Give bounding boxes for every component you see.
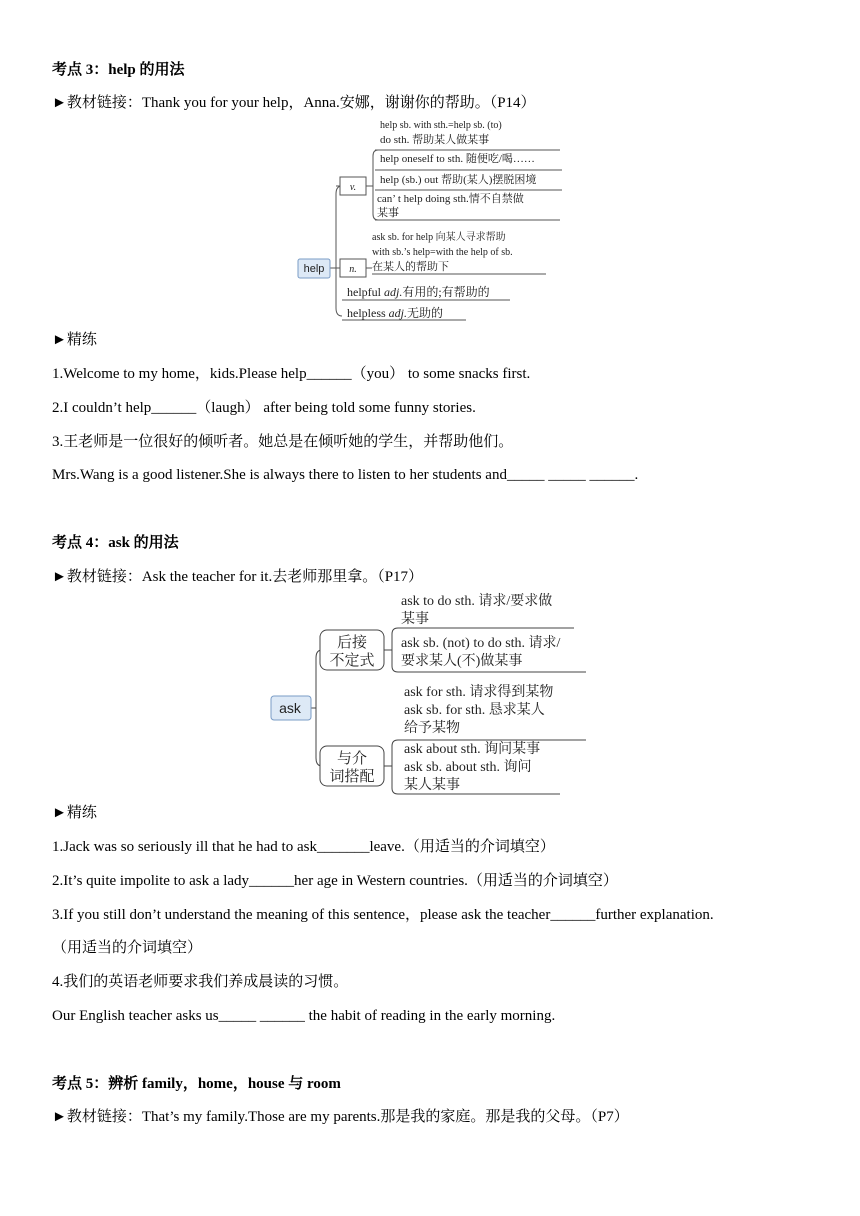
ask-b1-item-2a: ask sb. (not) to do sth. 请求/ [401, 636, 561, 651]
section3-question-3-cn: 3.王老师是一位很好的倾听者。她总是在倾听她的学生，并帮助他们。 [52, 434, 514, 450]
section4-textbook-link: ►教材链接：Ask the teacher for it.去老师那里拿。（P17） [52, 569, 424, 585]
help-v-item-3: help (sb.) out 帮助(某人)摆脱困境 [380, 174, 537, 186]
help-v-item-1b: do sth. 帮助某人做某事 [380, 134, 490, 146]
ask-b2-item-2c: 某人某事 [404, 778, 460, 793]
section4-question-3-line-1: 3.If you still don’t understand the meaning of this sentence，please ask the teacher______further explanation. [52, 907, 714, 923]
ask-b2-item-1b: ask sb. for sth. 恳求某人 [404, 703, 545, 718]
section3-practice-title: ►精练 [52, 332, 97, 348]
ask-b1-item-1b: 某事 [401, 612, 429, 627]
ask-mindmap [268, 588, 594, 800]
help-noun-label: n. [349, 264, 357, 275]
ask-b2-item-1c: 给予某物 [404, 721, 460, 736]
help-n-item-1: ask sb. for help 向某人寻求帮助 [372, 232, 506, 243]
section4-question-1: 1.Jack was so seriously ill that he had to ask_______leave.（用适当的介词填空） [52, 839, 555, 855]
ask-branch-1-line-1: 后接 [336, 635, 368, 651]
help-verb-label: v. [349, 182, 357, 193]
section5-textbook-link: ►教材链接：That’s my family.Those are my parents.那是我的家庭。那是我的父母。（P7） [52, 1109, 629, 1125]
section5-heading: 考点 5：辨析 family，home，house 与 room [52, 1076, 341, 1092]
section3-textbook-link: ►教材链接：Thank you for your help，Anna.安娜，谢谢你的帮助。（P14） [52, 95, 536, 111]
help-root-label: help [303, 263, 325, 275]
help-mindmap [290, 112, 580, 324]
ask-b2-item-2a: ask about sth. 询问某事 [404, 742, 541, 757]
section4-practice-title: ►精练 [52, 805, 97, 821]
helpful-item: helpful adj.有用的;有帮助的 [347, 285, 490, 299]
ask-b2-item-2b: ask sb. about sth. 询问 [404, 760, 532, 775]
ask-b1-item-1a: ask to do sth. 请求/要求做 [401, 594, 553, 609]
section4-question-2: 2.It’s quite impolite to ask a lady______her age in Western countries.（用适当的介词填空） [52, 873, 618, 889]
ask-root-label: ask [279, 700, 301, 716]
help-n-item-3: 在某人的帮助下 [372, 261, 449, 273]
help-v-item-2: help oneself to sth. 随便吃/喝…… [380, 153, 535, 165]
help-v-item-4a: can’ t help doing sth.情不自禁做 [377, 193, 524, 205]
section4-question-4-cn: 4.我们的英语老师要求我们养成晨读的习惯。 [52, 974, 349, 990]
ask-branch-2-line-2: 词搭配 [329, 769, 375, 785]
section4-question-3-line-2: （用适当的介词填空） [52, 940, 203, 956]
section3-heading: 考点 3：help 的用法 [52, 62, 185, 78]
section4-heading: 考点 4：ask 的用法 [52, 535, 179, 551]
ask-branch-1-line-2: 不定式 [329, 653, 375, 669]
ask-b1-item-2b: 要求某人(不)做某事 [401, 654, 523, 669]
help-v-item-1a: help sb. with sth.=help sb. (to) [380, 120, 502, 131]
help-v-item-4b: 某事 [377, 207, 399, 219]
help-n-item-2: with sb.’s help=with the help of sb. [372, 247, 513, 258]
helpless-item: helpless adj.无助的 [347, 306, 444, 320]
ask-b2-item-1a: ask for sth. 请求得到某物 [404, 685, 554, 700]
ask-branch-2-line-1: 与介 [336, 751, 368, 767]
section3-question-3-en: Mrs.Wang is a good listener.She is always there to listen to her students and_____ _____ ______. [52, 467, 639, 483]
section3-question-2: 2.I couldn’t help______（laugh） after being told some funny stories. [52, 400, 476, 416]
section3-question-1: 1.Welcome to my home，kids.Please help______（you） to some snacks first. [52, 366, 531, 382]
section4-question-4-en: Our English teacher asks us_____ ______ the habit of reading in the early morning. [52, 1008, 556, 1024]
